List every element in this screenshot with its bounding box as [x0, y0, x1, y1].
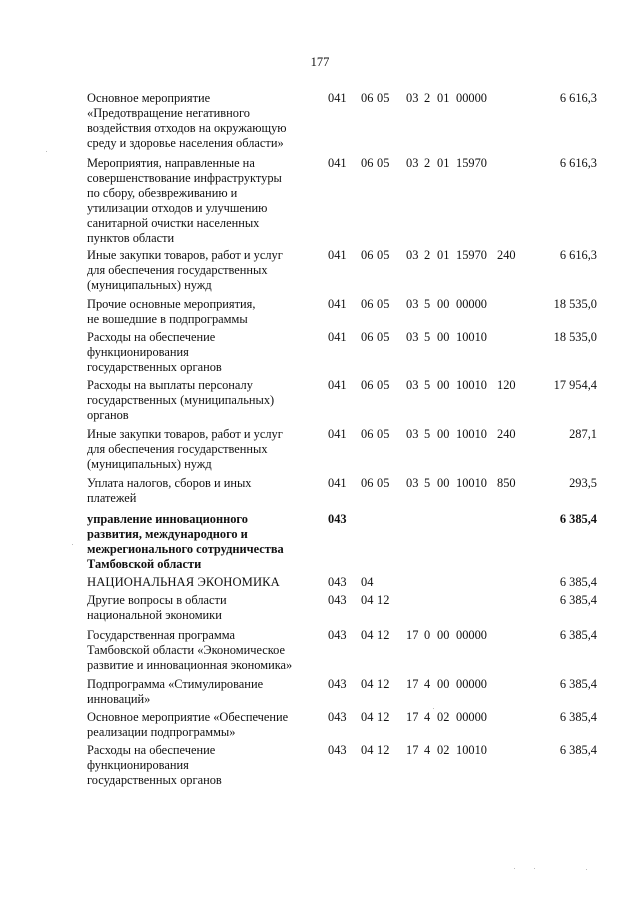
row-name-line: Основное мероприятие	[87, 91, 211, 105]
row-name-line: (муниципальных) нужд	[87, 278, 212, 292]
row-name	[87, 710, 319, 740]
row-name	[87, 593, 319, 623]
row-name	[87, 91, 319, 151]
direction-code: 15970	[456, 248, 487, 262]
admin-code: 043	[328, 593, 347, 607]
main-event-code: 01	[437, 91, 450, 105]
row-name-line: не вошедшие в подпрограммы	[87, 312, 248, 326]
section-code: 04	[361, 593, 374, 607]
section-code: 06	[361, 427, 374, 441]
row-name	[87, 378, 319, 423]
main-event-code: 02	[437, 743, 450, 757]
sum-value: 6 385,4	[559, 575, 597, 589]
row-name-line: Иные закупки товаров, работ и услуг	[87, 427, 283, 441]
row-name-line: Расходы на выплаты персоналу	[87, 378, 253, 392]
section-code: 04	[361, 743, 374, 757]
row-name-line: развития, международного и	[87, 527, 248, 541]
admin-code: 043	[328, 512, 347, 526]
section-code: 06	[361, 330, 374, 344]
sum-value: 6 385,4	[559, 628, 597, 642]
admin-code: 041	[328, 91, 347, 105]
main-event-code: 02	[437, 710, 450, 724]
subprogram-code: 2	[424, 91, 431, 105]
row-name-line: функционирования	[87, 758, 189, 772]
sum-value: 6 385,4	[559, 593, 597, 607]
row-name-line: НАЦИОНАЛЬНАЯ ЭКОНОМИКА	[87, 575, 280, 589]
program-code: 17	[406, 743, 419, 757]
section-code: 06	[361, 297, 374, 311]
row-name	[87, 575, 319, 590]
subsection-code: 12	[377, 593, 390, 607]
row-name	[87, 628, 319, 673]
sum-value: 293,5	[569, 476, 597, 490]
direction-code: 10010	[456, 427, 487, 441]
subsection-code: 05	[377, 156, 390, 170]
row-name-line: Другие вопросы в области	[87, 593, 227, 607]
program-code: 03	[406, 91, 419, 105]
sum-value: 6 385,4	[559, 743, 597, 757]
sum-value: 18 535,0	[553, 330, 597, 344]
sum-value: 17 954,4	[553, 378, 597, 392]
direction-code: 00000	[456, 297, 487, 311]
row-name	[87, 330, 319, 375]
direction-code: 10010	[456, 330, 487, 344]
subprogram-code: 5	[424, 330, 431, 344]
direction-code: 10010	[456, 378, 487, 392]
admin-code: 041	[328, 297, 347, 311]
row-name	[87, 476, 319, 506]
subsection-code: 05	[377, 91, 390, 105]
row-name-line: развитие и инновационная экономика»	[87, 658, 293, 672]
row-name	[87, 677, 319, 707]
row-name-line: государственных органов	[87, 773, 222, 787]
row-name-line: Расходы на обеспечение	[87, 743, 216, 757]
sum-value: 6 616,3	[559, 156, 597, 170]
row-name-line: Тамбовской области	[87, 557, 202, 571]
section-code: 06	[361, 248, 374, 262]
subprogram-code: 2	[424, 248, 431, 262]
sum-value: 6 616,3	[559, 248, 597, 262]
row-name-line: национальной экономики	[87, 608, 222, 622]
sum-value: 6 385,4	[559, 512, 597, 526]
row-name-line: Подпрограмма «Стимулирование	[87, 677, 264, 691]
row-name-line: для обеспечения государственных	[87, 263, 268, 277]
direction-code: 00000	[456, 628, 487, 642]
row-name-line: управление инновационного	[87, 512, 248, 526]
row-name-line: государственных органов	[87, 360, 222, 374]
row-name	[87, 248, 319, 293]
main-event-code: 00	[437, 378, 450, 392]
row-name-line: санитарной очистки населенных	[87, 216, 260, 230]
admin-code: 041	[328, 330, 347, 344]
program-code: 03	[406, 297, 419, 311]
row-name-line: Государственная программа	[87, 628, 235, 642]
subsection-code: 12	[377, 710, 390, 724]
subsection-code: 05	[377, 476, 390, 490]
row-name	[87, 156, 319, 246]
row-name-line: «Предотвращение негативного	[87, 106, 250, 120]
row-name-line: межрегионального сотрудничества	[87, 542, 284, 556]
row-name	[87, 743, 319, 788]
row-name-line: Уплата налогов, сборов и иных	[87, 476, 252, 490]
section-code: 06	[361, 476, 374, 490]
row-name-line: платежей	[87, 491, 137, 505]
subsection-code: 05	[377, 378, 390, 392]
subprogram-code: 5	[424, 427, 431, 441]
main-event-code: 00	[437, 297, 450, 311]
program-code: 03	[406, 476, 419, 490]
program-code: 03	[406, 427, 419, 441]
admin-code: 043	[328, 677, 347, 691]
program-code: 17	[406, 710, 419, 724]
admin-code: 043	[328, 710, 347, 724]
expense-type-code: 850	[497, 476, 516, 490]
program-code: 03	[406, 156, 419, 170]
subsection-code: 12	[377, 743, 390, 757]
row-name-line: инноваций»	[87, 692, 151, 706]
admin-code: 041	[328, 248, 347, 262]
subsection-code: 05	[377, 330, 390, 344]
sum-value: 287,1	[569, 427, 597, 441]
subprogram-code: 2	[424, 156, 431, 170]
admin-code: 041	[328, 156, 347, 170]
expense-type-code: 240	[497, 427, 516, 441]
expense-type-code: 120	[497, 378, 516, 392]
sum-value: 6 385,4	[559, 710, 597, 724]
subprogram-code: 0	[424, 628, 431, 642]
subprogram-code: 4	[424, 743, 431, 757]
subsection-code: 05	[377, 297, 390, 311]
row-name-line: совершенствование инфраструктуры	[87, 171, 282, 185]
row-name	[87, 512, 319, 572]
section-code: 04	[361, 575, 374, 589]
main-event-code: 00	[437, 427, 450, 441]
direction-code: 10010	[456, 743, 487, 757]
subsection-code: 12	[377, 628, 390, 642]
row-name-line: утилизации отходов и улучшению	[87, 201, 268, 215]
admin-code: 041	[328, 378, 347, 392]
subprogram-code: 5	[424, 297, 431, 311]
row-name-line: (муниципальных) нужд	[87, 457, 212, 471]
section-code: 04	[361, 677, 374, 691]
admin-code: 041	[328, 427, 347, 441]
expense-type-code: 240	[497, 248, 516, 262]
subprogram-code: 5	[424, 378, 431, 392]
admin-code: 041	[328, 476, 347, 490]
subprogram-code: 4	[424, 710, 431, 724]
direction-code: 15970	[456, 156, 487, 170]
row-name-line: Прочие основные мероприятия,	[87, 297, 256, 311]
main-event-code: 01	[437, 156, 450, 170]
main-event-code: 00	[437, 476, 450, 490]
subsection-code: 12	[377, 677, 390, 691]
section-code: 06	[361, 156, 374, 170]
row-name-line: реализации подпрограммы»	[87, 725, 236, 739]
direction-code: 00000	[456, 677, 487, 691]
admin-code: 043	[328, 575, 347, 589]
row-name-line: органов	[87, 408, 129, 422]
row-name-line: для обеспечения государственных	[87, 442, 268, 456]
direction-code: 10010	[456, 476, 487, 490]
sum-value: 18 535,0	[553, 297, 597, 311]
row-name-line: Тамбовской области «Экономическое	[87, 643, 286, 657]
direction-code: 00000	[456, 91, 487, 105]
row-name-line: пунктов области	[87, 231, 175, 245]
sum-value: 6 616,3	[559, 91, 597, 105]
subsection-code: 05	[377, 248, 390, 262]
main-event-code: 01	[437, 248, 450, 262]
row-name-line: Расходы на обеспечение	[87, 330, 216, 344]
direction-code: 00000	[456, 710, 487, 724]
program-code: 17	[406, 677, 419, 691]
section-code: 04	[361, 710, 374, 724]
main-event-code: 00	[437, 677, 450, 691]
main-event-code: 00	[437, 330, 450, 344]
program-code: 03	[406, 378, 419, 392]
program-code: 03	[406, 330, 419, 344]
subprogram-code: 5	[424, 476, 431, 490]
row-name	[87, 297, 319, 327]
admin-code: 043	[328, 743, 347, 757]
row-name-line: среду и здоровье населения области»	[87, 136, 284, 150]
row-name-line: государственных (муниципальных)	[87, 393, 275, 407]
row-name-line: по сбору, обезвреживанию и	[87, 186, 238, 200]
program-code: 17	[406, 628, 419, 642]
program-code: 03	[406, 248, 419, 262]
admin-code: 043	[328, 628, 347, 642]
row-name-line: Иные закупки товаров, работ и услуг	[87, 248, 283, 262]
row-name-line: Основное мероприятие «Обеспечение	[87, 710, 289, 724]
row-name-line: Мероприятия, направленные на	[87, 156, 255, 170]
sum-value: 6 385,4	[559, 677, 597, 691]
main-event-code: 00	[437, 628, 450, 642]
row-name	[87, 427, 319, 472]
section-code: 04	[361, 628, 374, 642]
row-name-line: воздействия отходов на окружающую	[87, 121, 287, 135]
section-code: 06	[361, 378, 374, 392]
section-code: 06	[361, 91, 374, 105]
row-name-line: функционирования	[87, 345, 189, 359]
subsection-code: 05	[377, 427, 390, 441]
subprogram-code: 4	[424, 677, 431, 691]
page-number: 177	[310, 55, 330, 69]
